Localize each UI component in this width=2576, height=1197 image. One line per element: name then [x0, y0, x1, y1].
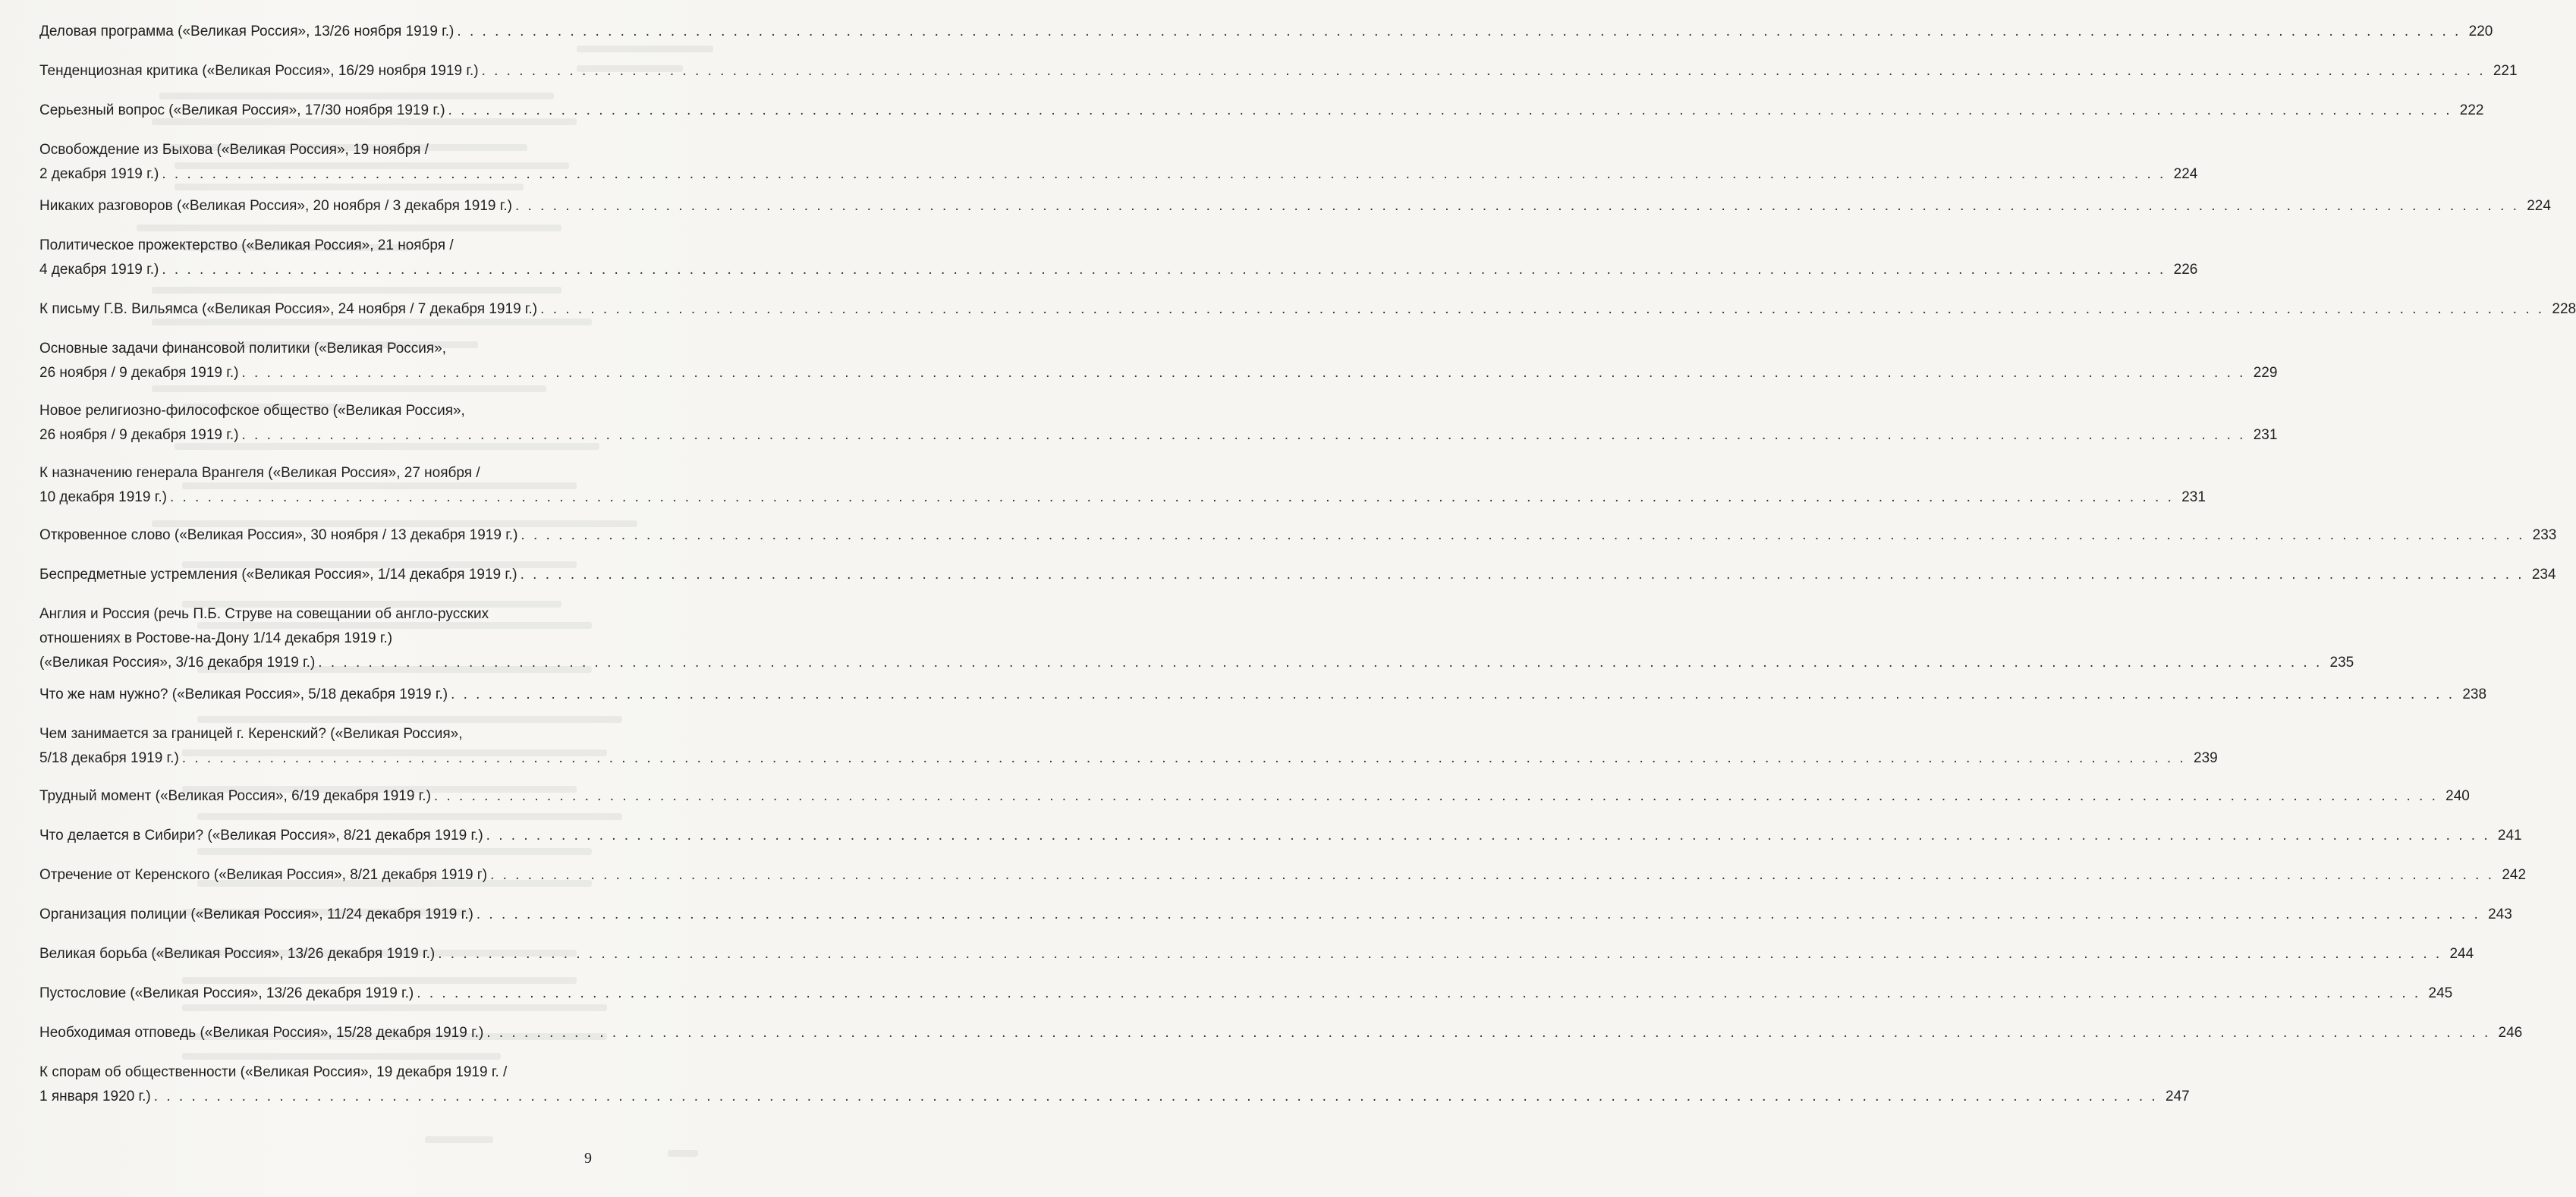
toc-entry-title-line: 1 января 1920 г.) — [39, 1089, 151, 1104]
toc-entry-final-line — [39, 423, 2278, 448]
toc-entry-page-number: 233 — [2532, 527, 2557, 543]
toc-entry — [39, 784, 2470, 809]
toc-entry-page-number: 234 — [2531, 567, 2556, 583]
toc-entry-title-line: Англия и Россия (речь П.Б. Струве на совещании об англо-русских — [39, 606, 489, 622]
dot-leader: . . . . . . . . . . . . . . . . . . . . . . . . . . . . . . . . . . . . . . . . . . . . . . . . . . . . . . . . . . . . . . . . . . . . . . . . . . . . . . . . . . . . . . . . . . . . . . . . . . . . . . . . . . . . . . . . . . . . . . . . . . . . . . . . . . . . . . . . . . . . . . . . . . . . . . . . . . . . . . . . — [241, 427, 2246, 443]
toc-entry-final-line — [39, 903, 2512, 927]
page-number: 9 — [584, 1150, 592, 1167]
dot-leader: . . . . . . . . . . . . . . . . . . . . . . . . . . . . . . . . . . . . . . . . . . . . . . . . . . . . . . . . . . . . . . . . . . . . . . . . . . . . . . . . . . . . . . . . . . . . . . . . . . . . . . . . . . . . . . . . . . . . . . . . . . . . . . . . . . . . . . . . . . . . . . . . . . . . . . . . . . . . . . . . — [153, 1089, 2158, 1104]
toc-entry — [39, 982, 2453, 1006]
toc-entry-title-line: Что делается в Сибири? («Великая Россия», 8/21 декабря 1919 г.) — [39, 828, 483, 844]
toc-entry-title-line: Отречение от Керенского («Великая Россия», 8/21 декабря 1919 г) — [39, 867, 488, 883]
toc-entry-title-line: 26 ноября / 9 декабря 1919 г.) — [39, 365, 239, 381]
dot-leader: . . . . . . . . . . . . . . . . . . . . . . . . . . . . . . . . . . . . . . . . . . . . . . . . . . . . . . . . . . . . . . . . . . . . . . . . . . . . . . . . . . . . . . . . . . . . . . . . . . . . . . . . . . . . . . . . . . . . . . . . . . . . . . . . . . . . . . . . . . . . . . . . . . . . . . . . . . . . . . . . — [540, 301, 2545, 317]
dot-leader: . . . . . . . . . . . . . . . . . . . . . . . . . . . . . . . . . . . . . . . . . . . . . . . . . . . . . . . . . . . . . . . . . . . . . . . . . . . . . . . . . . . . . . . . . . . . . . . . . . . . . . . . . . . . . . . . . . . . . . . . . . . . . . . . . . . . . . . . . . . . . . . . . . . . . . . . . . . . . . . . — [520, 567, 2524, 583]
toc-entry — [39, 234, 2198, 282]
toc-entry-page-number: 231 — [2181, 489, 2206, 505]
toc-entry-title-line: («Великая Россия», 3/16 декабря 1919 г.) — [39, 655, 316, 671]
toc-entry-page-number: 247 — [2166, 1089, 2190, 1104]
toc-entry — [39, 337, 2278, 385]
toc-entry-title-line: Пустословие («Великая Россия», 13/26 декабря 1919 г.) — [39, 985, 414, 1001]
ghost-stroke — [182, 1053, 501, 1060]
toc-entry — [39, 297, 2576, 322]
toc-entry-final-line — [39, 784, 2470, 809]
toc-entry-title-line: Основные задачи финансовой политики («Великая Россия», — [39, 341, 447, 357]
toc-entry-final-line — [39, 563, 2556, 587]
toc-entry-page-number: 226 — [2173, 262, 2198, 278]
toc-entry-page-number: 241 — [2497, 828, 2522, 844]
dot-leader: . . . . . . . . . . . . . . . . . . . . . . . . . . . . . . . . . . . . . . . . . . . . . . . . . . . . . . . . . . . . . . . . . . . . . . . . . . . . . . . . . . . . . . . . . . . . . . . . . . . . . . . . . . . . . . . . . . . . . . . . . . . . . . . . . . . . . . . . . . . . . . . . . . . . . . . . . . . . . . . . — [476, 906, 2480, 922]
dot-leader: . . . . . . . . . . . . . . . . . . . . . . . . . . . . . . . . . . . . . . . . . . . . . . . . . . . . . . . . . . . . . . . . . . . . . . . . . . . . . . . . . . . . . . . . . . . . . . . . . . . . . . . . . . . . . . . . . . . . . . . . . . . . . . . . . . . . . . . . . . . . . . . . . . . . . . . . . . . . . . . . — [318, 655, 2323, 671]
dot-leader: . . . . . . . . . . . . . . . . . . . . . . . . . . . . . . . . . . . . . . . . . . . . . . . . . . . . . . . . . . . . . . . . . . . . . . . . . . . . . . . . . . . . . . . . . . . . . . . . . . . . . . . . . . . . . . . . . . . . . . . . . . . . . . . . . . . . . . . . . . . . . . . . . . . . . . . . . . . . . . . . — [486, 1025, 2491, 1041]
toc-entry-page-number: 224 — [2527, 198, 2551, 214]
dot-leader: . . . . . . . . . . . . . . . . . . . . . . . . . . . . . . . . . . . . . . . . . . . . . . . . . . . . . . . . . . . . . . . . . . . . . . . . . . . . . . . . . . . . . . . . . . . . . . . . . . . . . . . . . . . . . . . . . . . . . . . . . . . . . . . . . . . . . . . . . . . . . . . . . . . . . . . . . . . . . . . . — [433, 788, 2438, 804]
toc-entry-final-line — [39, 485, 2206, 510]
toc-entry-page-number: 224 — [2173, 166, 2198, 182]
toc-entry-final-line — [39, 824, 2522, 848]
toc-entry-page-number: 245 — [2428, 985, 2453, 1001]
toc-entry-page-number: 238 — [2462, 686, 2487, 702]
toc-entry — [39, 824, 2522, 848]
toc-entry-final-line — [39, 99, 2484, 123]
dot-leader: . . . . . . . . . . . . . . . . . . . . . . . . . . . . . . . . . . . . . . . . . . . . . . . . . . . . . . . . . . . . . . . . . . . . . . . . . . . . . . . . . . . . . . . . . . . . . . . . . . . . . . . . . . . . . . . . . . . . . . . . . . . . . . . . . . . . . . . . . . . . . . . . . . . . . . . . . . . . . . . . — [521, 527, 2525, 543]
toc-entry-title-line: Трудный момент («Великая Россия», 6/19 декабря 1919 г.) — [39, 788, 431, 804]
toc-entry-final-line — [39, 942, 2474, 966]
toc-entry-title-line: Откровенное слово («Великая Россия», 30 ноября / 13 декабря 1919 г.) — [39, 527, 518, 543]
toc-entry — [39, 1021, 2523, 1045]
toc-entry-final-line — [39, 59, 2518, 83]
toc-entry — [39, 683, 2487, 707]
toc-entry-title-line: Тенденциозная критика («Великая Россия», 16/29 ноября 1919 г.) — [39, 63, 479, 79]
dot-leader: . . . . . . . . . . . . . . . . . . . . . . . . . . . . . . . . . . . . . . . . . . . . . . . . . . . . . . . . . . . . . . . . . . . . . . . . . . . . . . . . . . . . . . . . . . . . . . . . . . . . . . . . . . . . . . . . . . . . . . . . . . . . . . . . . . . . . . . . . . . . . . . . . . . . . . . . . . . . . . . . — [481, 63, 2486, 79]
toc-entry-title-line: К спорам об общественности («Великая Россия», 19 декабря 1919 г. / — [39, 1064, 508, 1080]
toc-entry-page-number: 242 — [2502, 867, 2527, 883]
toc-entry-title-line: 26 ноября / 9 декабря 1919 г.) — [39, 427, 239, 443]
dot-leader: . . . . . . . . . . . . . . . . . . . . . . . . . . . . . . . . . . . . . . . . . . . . . . . . . . . . . . . . . . . . . . . . . . . . . . . . . . . . . . . . . . . . . . . . . . . . . . . . . . . . . . . . . . . . . . . . . . . . . . . . . . . . . . . . . . . . . . . . . . . . . . . . . . . . . . . . . . . . . . . . — [181, 750, 2186, 766]
toc-entry-title-line: Деловая программа («Великая Россия», 13/26 ноября 1919 г.) — [39, 24, 454, 39]
toc-entry-page-number: 231 — [2253, 427, 2278, 443]
toc-entry-title-line: Что же нам нужно? («Великая Россия», 5/18 декабря 1919 г.) — [39, 686, 448, 702]
dot-leader: . . . . . . . . . . . . . . . . . . . . . . . . . . . . . . . . . . . . . . . . . . . . . . . . . . . . . . . . . . . . . . . . . . . . . . . . . . . . . . . . . . . . . . . . . . . . . . . . . . . . . . . . . . . . . . . . . . . . . . . . . . . . . . . . . . . . . . . . . . . . . . . . . . . . . . . . . . . . . . . . — [451, 686, 2455, 702]
ghost-stroke — [152, 287, 561, 294]
ghost-stroke — [137, 225, 561, 231]
toc-entry-final-line — [39, 194, 2551, 218]
dot-leader: . . . . . . . . . . . . . . . . . . . . . . . . . . . . . . . . . . . . . . . . . . . . . . . . . . . . . . . . . . . . . . . . . . . . . . . . . . . . . . . . . . . . . . . . . . . . . . . . . . . . . . . . . . . . . . . . . . . . . . . . . . . . . . . . . . . . . . . . . . . . . . . . . . . . . . . . . . . . . . . . — [514, 198, 2519, 214]
dot-leader: . . . . . . . . . . . . . . . . . . . . . . . . . . . . . . . . . . . . . . . . . . . . . . . . . . . . . . . . . . . . . . . . . . . . . . . . . . . . . . . . . . . . . . . . . . . . . . . . . . . . . . . . . . . . . . . . . . . . . . . . . . . . . . . . . . . . . . . . . . . . . . . . . . . . . . . . . . . . . . . . — [438, 946, 2442, 962]
ghost-stroke — [668, 1150, 698, 1157]
toc-entry-title-line: К назначению генерала Врангеля («Великая Россия», 27 ноября / — [39, 465, 480, 481]
dot-leader: . . . . . . . . . . . . . . . . . . . . . . . . . . . . . . . . . . . . . . . . . . . . . . . . . . . . . . . . . . . . . . . . . . . . . . . . . . . . . . . . . . . . . . . . . . . . . . . . . . . . . . . . . . . . . . . . . . . . . . . . . . . . . . . . . . . . . . . . . . . . . . . . . . . . . . . . . . . . . . . . — [169, 489, 2174, 505]
toc-entry-title-line: Освобождение из Быхова («Великая Россия», 19 ноября / — [39, 142, 429, 158]
toc-entry-title-line: Новое религиозно-философское общество («Великая Россия», — [39, 403, 465, 419]
toc-entry-title-line: отношениях в Ростове-на-Дону 1/14 декабря 1919 г.) — [39, 630, 393, 646]
toc-entry — [39, 903, 2512, 927]
toc-entry-title-line: К письму Г.В. Вильямса («Великая Россия», 24 ноября / 7 декабря 1919 г.) — [39, 301, 538, 317]
toc-entry — [39, 523, 2557, 548]
toc-entry-title-line: Никаких разговоров («Великая Россия», 20 ноября / 3 декабря 1919 г.) — [39, 198, 512, 214]
ghost-stroke — [152, 385, 546, 392]
toc-entry — [39, 942, 2474, 966]
dot-leader: . . . . . . . . . . . . . . . . . . . . . . . . . . . . . . . . . . . . . . . . . . . . . . . . . . . . . . . . . . . . . . . . . . . . . . . . . . . . . . . . . . . . . . . . . . . . . . . . . . . . . . . . . . . . . . . . . . . . . . . . . . . . . . . . . . . . . . . . . . . . . . . . . . . . . . . . . . . . . . . . — [162, 166, 2166, 182]
toc-entry-page-number: 239 — [2194, 750, 2218, 766]
toc-entry-final-line — [39, 20, 2493, 44]
toc-entry-final-line — [39, 651, 2354, 675]
toc-entry-title-line: Великая борьба («Великая Россия», 13/26 декабря 1919 г.) — [39, 946, 436, 962]
toc-entry-title-line: Необходимая отповедь («Великая Россия», 15/28 декабря 1919 г.) — [39, 1025, 484, 1041]
toc-entry-final-line — [39, 1021, 2523, 1045]
toc-entry-title-line: Беспредметные устремления («Великая Россия», 1/14 декабря 1919 г.) — [39, 567, 517, 583]
dot-leader: . . . . . . . . . . . . . . . . . . . . . . . . . . . . . . . . . . . . . . . . . . . . . . . . . . . . . . . . . . . . . . . . . . . . . . . . . . . . . . . . . . . . . . . . . . . . . . . . . . . . . . . . . . . . . . . . . . . . . . . . . . . . . . . . . . . . . . . . . . . . . . . . . . . . . . . . . . . . . . . . — [417, 985, 2421, 1001]
toc-entry — [39, 461, 2206, 510]
toc-entry — [39, 863, 2527, 888]
dot-leader: . . . . . . . . . . . . . . . . . . . . . . . . . . . . . . . . . . . . . . . . . . . . . . . . . . . . . . . . . . . . . . . . . . . . . . . . . . . . . . . . . . . . . . . . . . . . . . . . . . . . . . . . . . . . . . . . . . . . . . . . . . . . . . . . . . . . . . . . . . . . . . . . . . . . . . . . . . . . . . . . — [448, 102, 2452, 118]
toc-entry — [39, 563, 2556, 587]
toc-entry — [39, 99, 2484, 123]
dot-leader: . . . . . . . . . . . . . . . . . . . . . . . . . . . . . . . . . . . . . . . . . . . . . . . . . . . . . . . . . . . . . . . . . . . . . . . . . . . . . . . . . . . . . . . . . . . . . . . . . . . . . . . . . . . . . . . . . . . . . . . . . . . . . . . . . . . . . . . . . . . . . . . . . . . . . . . . . . . . . . . . — [457, 24, 2461, 39]
toc-entry-title-line: Организация полиции («Великая Россия», 11/24 декабря 1919 г.) — [39, 906, 473, 922]
toc-entry-final-line — [39, 297, 2576, 322]
toc-entry-title-line: 10 декабря 1919 г.) — [39, 489, 167, 505]
dot-leader: . . . . . . . . . . . . . . . . . . . . . . . . . . . . . . . . . . . . . . . . . . . . . . . . . . . . . . . . . . . . . . . . . . . . . . . . . . . . . . . . . . . . . . . . . . . . . . . . . . . . . . . . . . . . . . . . . . . . . . . . . . . . . . . . . . . . . . . . . . . . . . . . . . . . . . . . . . . . . . . . — [241, 365, 2246, 381]
toc-entry — [39, 138, 2198, 187]
toc-entry-page-number: 235 — [2329, 655, 2354, 671]
ghost-stroke — [577, 46, 713, 52]
toc-entry — [39, 1060, 2190, 1109]
toc-entry-final-line — [39, 683, 2487, 707]
toc-entry — [39, 20, 2493, 44]
toc-entry-final-line — [39, 361, 2278, 385]
toc-entry — [39, 602, 2354, 675]
toc-entry-final-line — [39, 1085, 2190, 1109]
dot-leader: . . . . . . . . . . . . . . . . . . . . . . . . . . . . . . . . . . . . . . . . . . . . . . . . . . . . . . . . . . . . . . . . . . . . . . . . . . . . . . . . . . . . . . . . . . . . . . . . . . . . . . . . . . . . . . . . . . . . . . . . . . . . . . . . . . . . . . . . . . . . . . . . . . . . . . . . . . . . . . . . — [162, 262, 2166, 278]
toc-entry — [39, 399, 2278, 448]
toc-entry-page-number: 246 — [2498, 1025, 2523, 1041]
ghost-stroke — [425, 1136, 493, 1143]
toc-entry-page-number: 222 — [2459, 102, 2484, 118]
toc-entry-final-line — [39, 863, 2527, 888]
toc-entry — [39, 194, 2551, 218]
ghost-stroke — [197, 848, 592, 855]
toc-entry-page-number: 221 — [2493, 63, 2518, 79]
toc-entry-final-line — [39, 162, 2198, 187]
toc-entry-page-number: 220 — [2468, 24, 2493, 39]
toc-entry-final-line — [39, 258, 2198, 282]
toc-entry-page-number: 240 — [2445, 788, 2470, 804]
toc-entry-final-line — [39, 982, 2453, 1006]
toc-entry-final-line — [39, 523, 2557, 548]
toc-entry-title-line: Чем занимается за границей г. Керенский? («Великая Россия», — [39, 726, 463, 742]
toc-entry-title-line: 2 декабря 1919 г.) — [39, 166, 159, 182]
toc-entry-page-number: 228 — [2552, 301, 2576, 317]
toc-entry-title-line: Серьезный вопрос («Великая Россия», 17/30 ноября 1919 г.) — [39, 102, 445, 118]
toc-entry-title-line: Политическое прожектерство («Великая Россия», 21 ноября / — [39, 237, 454, 253]
toc-entry — [39, 59, 2518, 83]
toc-entry-title-line: 5/18 декабря 1919 г.) — [39, 750, 179, 766]
toc-entry-page-number: 243 — [2488, 906, 2512, 922]
toc-entry — [39, 722, 2218, 771]
toc-entry-page-number: 244 — [2449, 946, 2474, 962]
toc-entry-final-line — [39, 746, 2218, 771]
ghost-stroke — [197, 813, 622, 820]
toc-entry-title-line: 4 декабря 1919 г.) — [39, 262, 159, 278]
dot-leader: . . . . . . . . . . . . . . . . . . . . . . . . . . . . . . . . . . . . . . . . . . . . . . . . . . . . . . . . . . . . . . . . . . . . . . . . . . . . . . . . . . . . . . . . . . . . . . . . . . . . . . . . . . . . . . . . . . . . . . . . . . . . . . . . . . . . . . . . . . . . . . . . . . . . . . . . . . . . . . . . — [490, 867, 2495, 883]
toc-entry-page-number: 229 — [2253, 365, 2278, 381]
dot-leader: . . . . . . . . . . . . . . . . . . . . . . . . . . . . . . . . . . . . . . . . . . . . . . . . . . . . . . . . . . . . . . . . . . . . . . . . . . . . . . . . . . . . . . . . . . . . . . . . . . . . . . . . . . . . . . . . . . . . . . . . . . . . . . . . . . . . . . . . . . . . . . . . . . . . . . . . . . . . . . . . — [486, 828, 2490, 844]
